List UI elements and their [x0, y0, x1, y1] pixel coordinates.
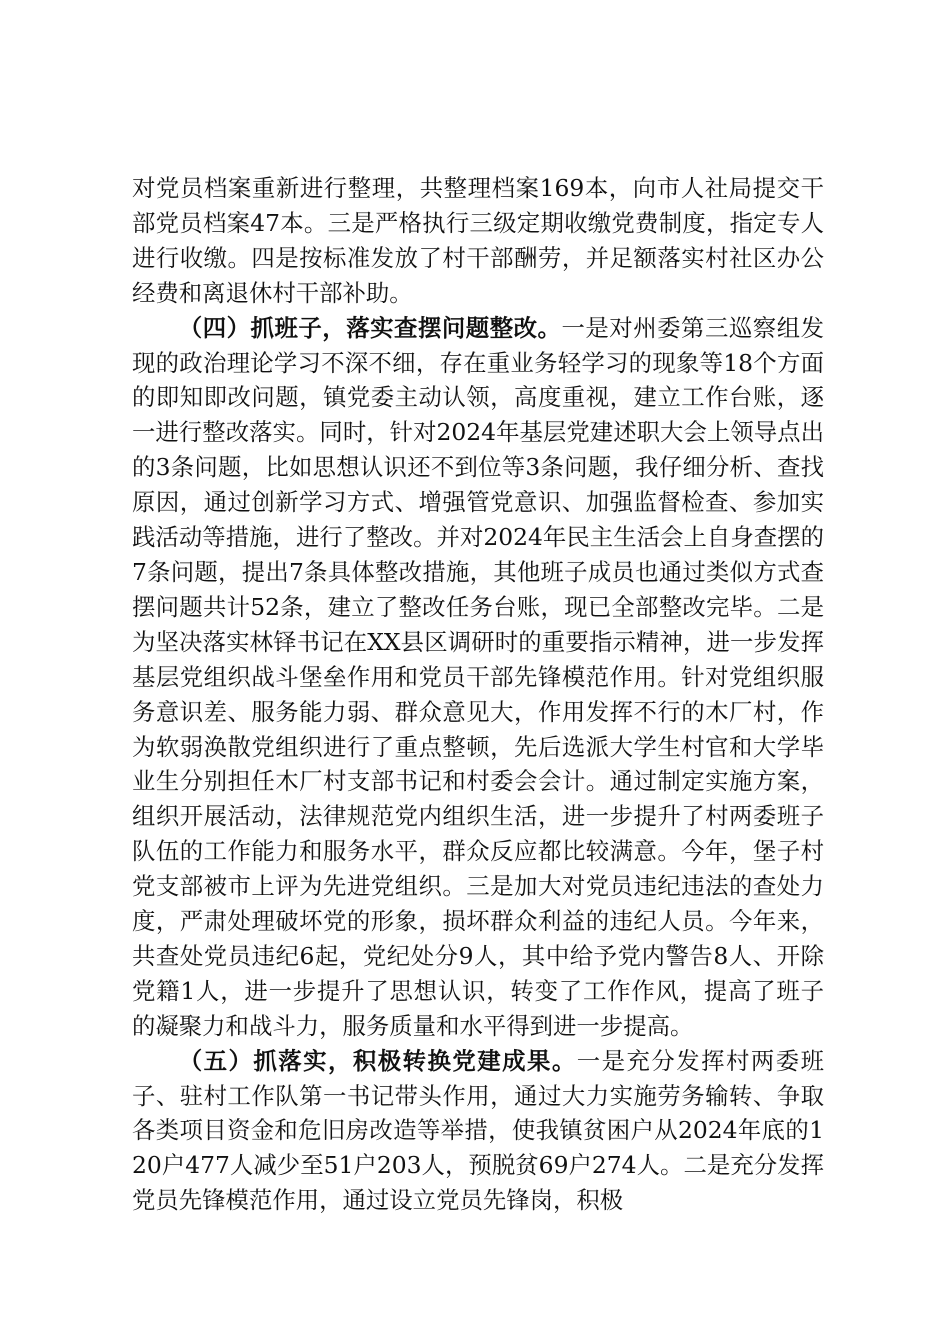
- document-body: [132, 171, 824, 1218]
- paragraph-section-five: [132, 1044, 824, 1219]
- paragraph-archives-continuation: [132, 171, 824, 311]
- paragraph-text: 一是对州委第三巡察组发现的政治理论学习不深不细，存在重业务轻学习的现象等18个方面的即知即改问题，镇党委主动认领，高度重视，建立工作台账，逐一进行整改落实。同时，针对2024年基层党建述职大会上领导点出的3条问题，比如思想认识还不到位等3条问题，我仔细分析、查找原因，通过创新学习方式、增强管党意识、加强监督检查、参加实践活动等措施，进行了整改。并对2024年民主生活会上自身查摆的7条问题，提出7条具体整改措施，其他班子成员也通过类似方式查摆问题共计52条，建立了整改任务台账，现已全部整改完毕。二是为坚决落实林铎书记在XX县区调研时的重要指示精神，进一步发挥基层党组织战斗堡垒作用和党员干部先锋模范作用。针对党组织服务意识差、服务能力弱、群众意见大，作用发挥不行的木厂村，作为软弱涣散党组织进行了重点整顿，先后选派大学生村官和大学毕业生分别担任木厂村支部书记和村委会会计。通过制定实施方案，组织开展活动，法律规范党内组织生活，进一步提升了村两委班子队伍的工作能力和服务水平，群众反应都比较满意。今年，堡子村党支部被市上评为先进党组织。三是加大对党员违纪违法的查处力度，严肃处理破坏党的形象，损坏群众利益的违纪人员。今年来，共查处党员违纪6起，党纪处分9人，其中给予党内警告8人、开除党籍1人，进一步提升了思想认识，转变了工作作风，提高了班子的凝聚力和战斗力，服务质量和水平得到进一步提高。: [132, 313, 825, 1040]
- section-four-heading: （四）抓班子，落实查摆问题整改。: [178, 313, 562, 342]
- paragraph-section-four: [132, 311, 824, 1044]
- paragraph-text: 一是充分发挥村两委班子、驻村工作队第一书记带头作用，通过大力实施劳务输转、争取各类项目资金和危旧房改造等举措，使我镇贫困户从2024年底的120户477人减少至51户203人，预脱贫69户274人。二是充分发挥党员先锋模范作用，通过设立党员先锋岗，积极: [132, 1046, 825, 1215]
- paragraph-text: 对党员档案重新进行整理，共整理档案169本，向市人社局提交干部党员档案47本。三是严格执行三级定期收缴党费制度，指定专人进行收缴。四是按标准发放了村干部酬劳，并足额落实村社区办公经费和离退休村干部补助。: [132, 174, 824, 307]
- section-five-heading: （五）抓落实，积极转换党建成果。: [178, 1046, 577, 1075]
